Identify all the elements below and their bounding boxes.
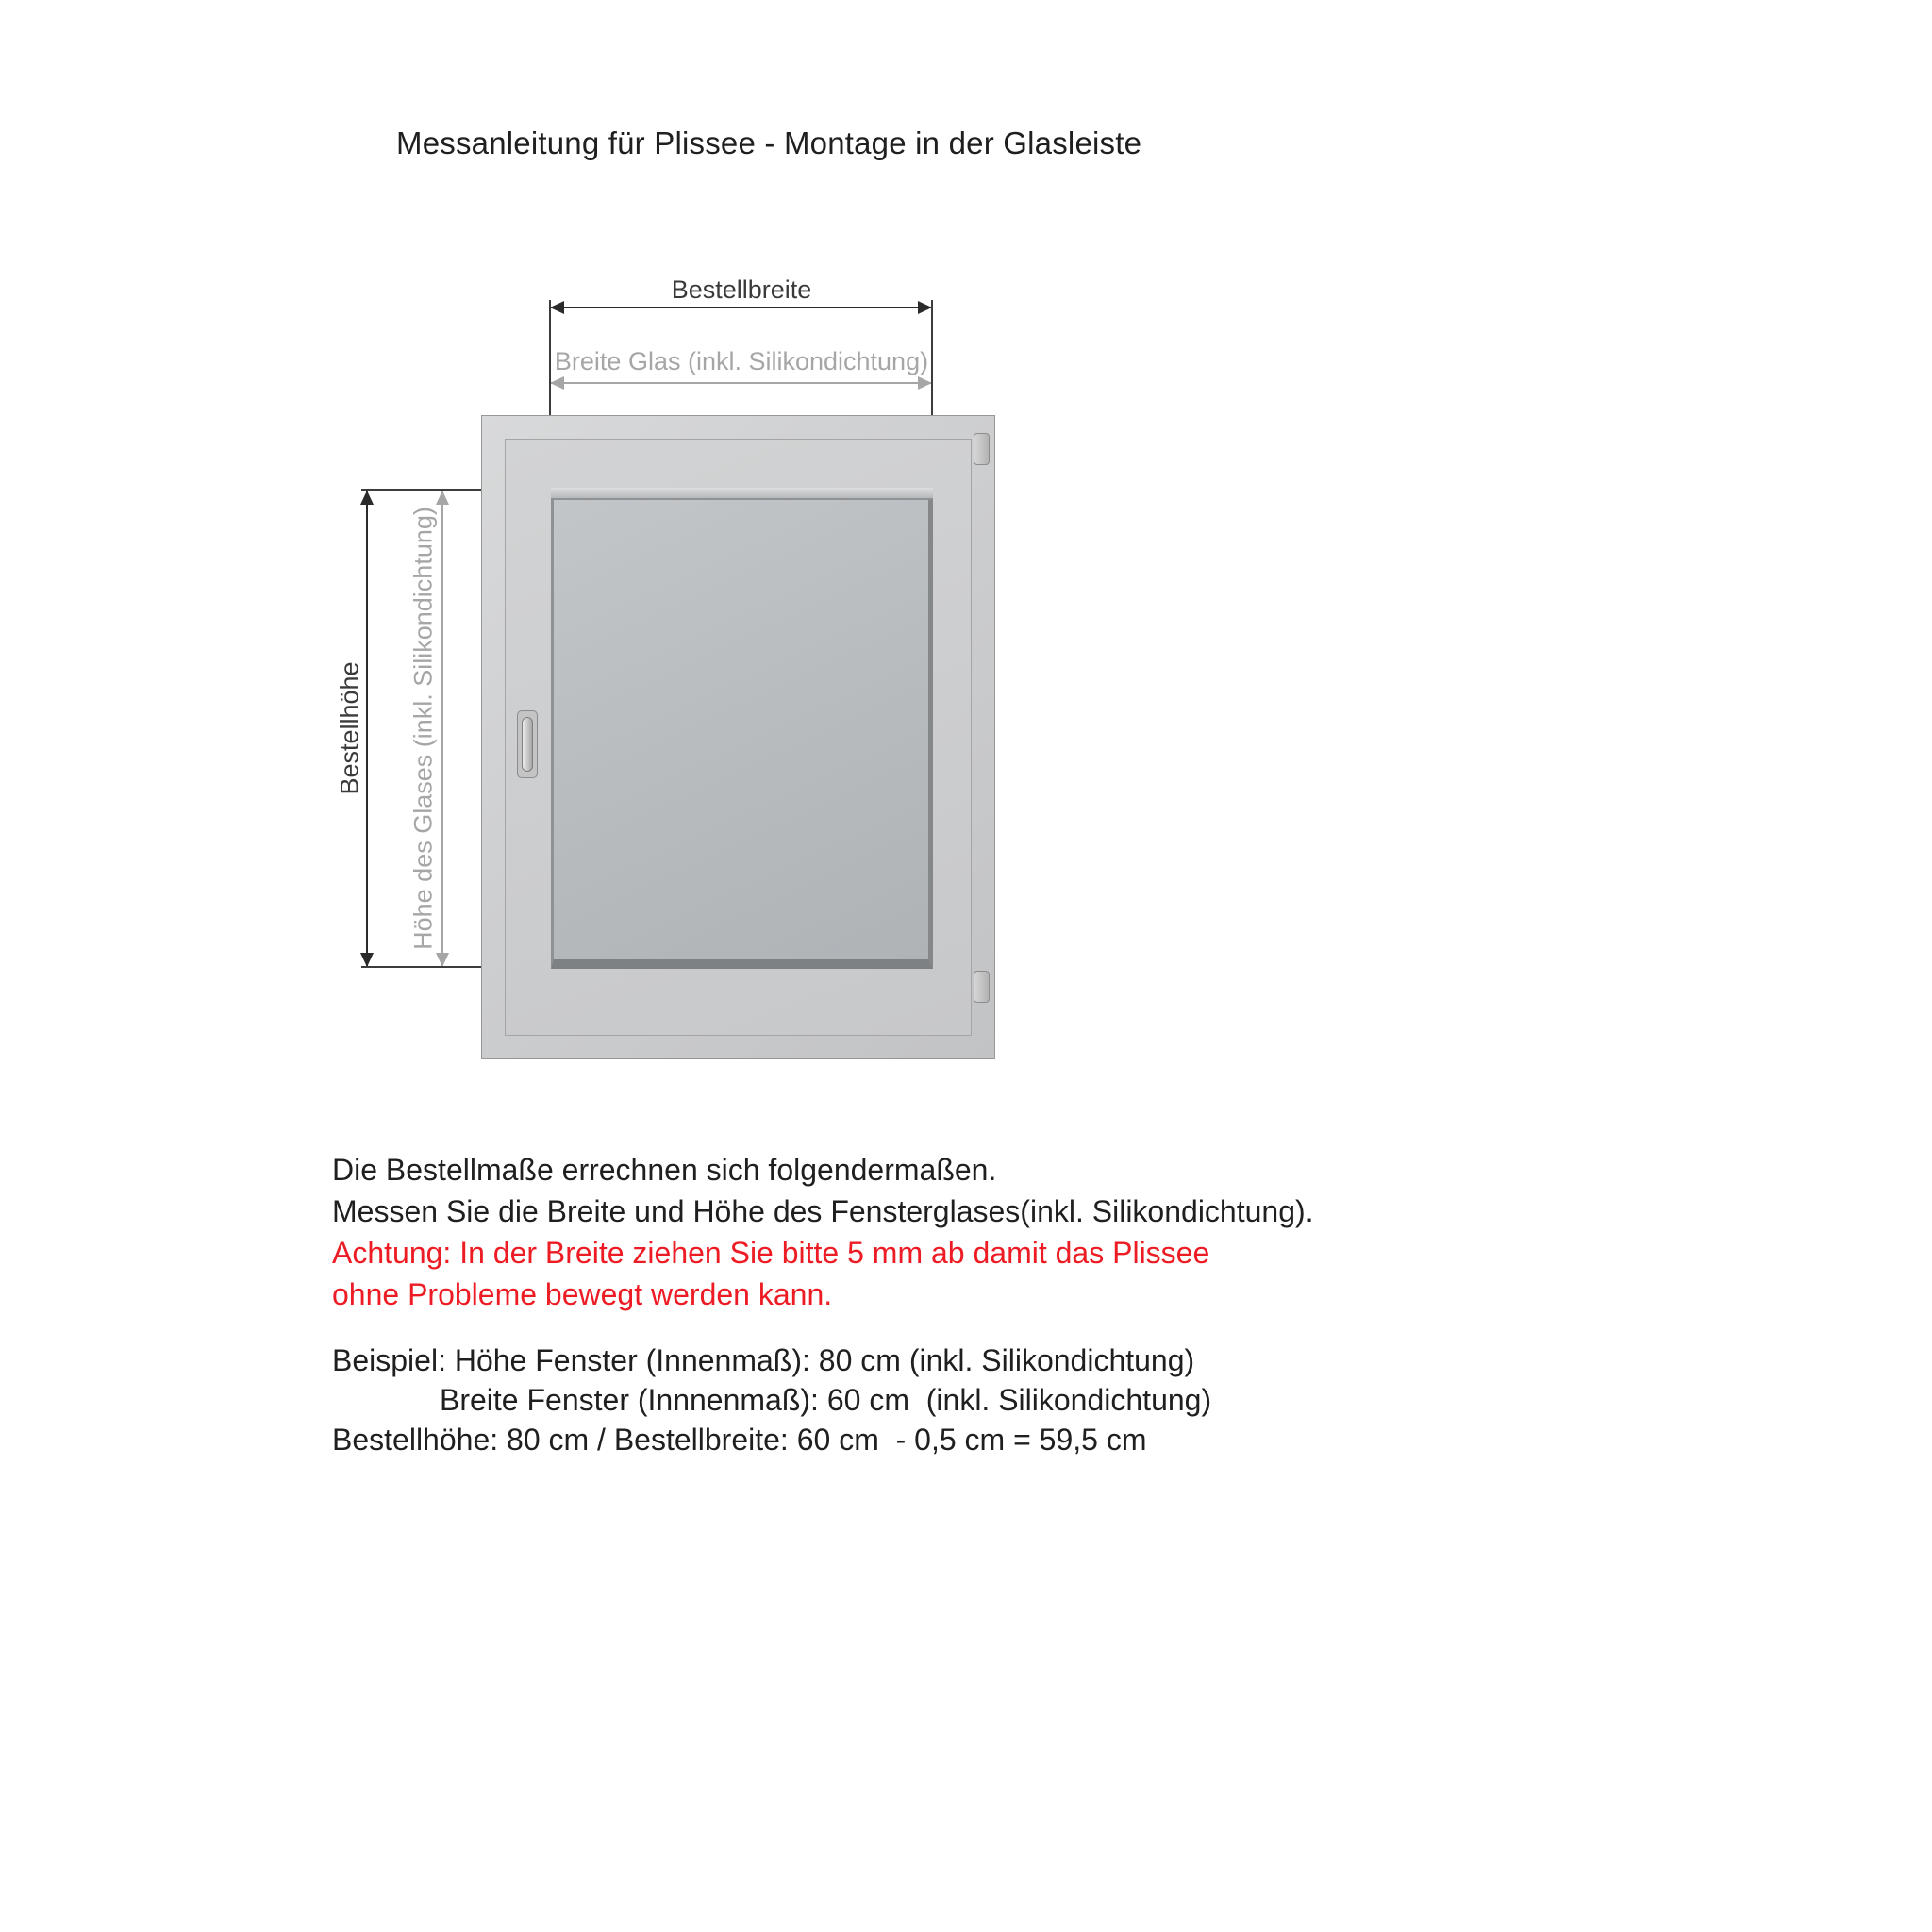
warning-line-1: Achtung: In der Breite ziehen Sie bitte 5 mm ab damit das Plissee: [332, 1236, 1210, 1270]
window-frame: [481, 415, 995, 1059]
example-line-3: Bestellhöhe: 80 cm / Bestellbreite: 60 cm - 0,5 cm = 59,5 cm: [332, 1423, 1147, 1457]
glass-width-label: Breite Glas (inkl. Silikondichtung): [554, 347, 929, 375]
plissee-top-rail: [551, 488, 933, 500]
instruction-line-2: Messen Sie die Breite und Höhe des Fensterglases(inkl. Silikondichtung).: [332, 1194, 1314, 1228]
window-glass: [551, 488, 933, 969]
order-width-arrow: [550, 307, 932, 308]
page-title: Messanleitung für Plissee - Montage in der Glasleiste: [396, 125, 1142, 160]
glass-width-arrow: [550, 382, 932, 384]
window-handle: [517, 710, 538, 778]
order-width-label: Bestellbreite: [671, 275, 812, 304]
window-hinge-bottom: [974, 971, 990, 1003]
window-handle-lever: [522, 717, 533, 772]
window-hinge-top: [974, 433, 990, 465]
order-height-label: Bestellhöhe: [335, 661, 364, 795]
glass-height-label: Höhe des Glases (inkl. Silikondichtung): [408, 507, 438, 950]
order-height-arrow: [366, 491, 368, 967]
example-line-1: Beispiel: Höhe Fenster (Innenmaß): 80 cm (inkl. Silikondichtung): [332, 1343, 1195, 1377]
warning-line-2: ohne Probleme bewegt werden kann.: [332, 1277, 833, 1311]
instruction-line-1: Die Bestellmaße errechnen sich folgendermaßen.: [332, 1153, 997, 1187]
example-line-2: Breite Fenster (Innnenmaß): 60 cm (inkl. Silikondichtung): [440, 1383, 1212, 1417]
glass-height-arrow: [441, 491, 443, 967]
